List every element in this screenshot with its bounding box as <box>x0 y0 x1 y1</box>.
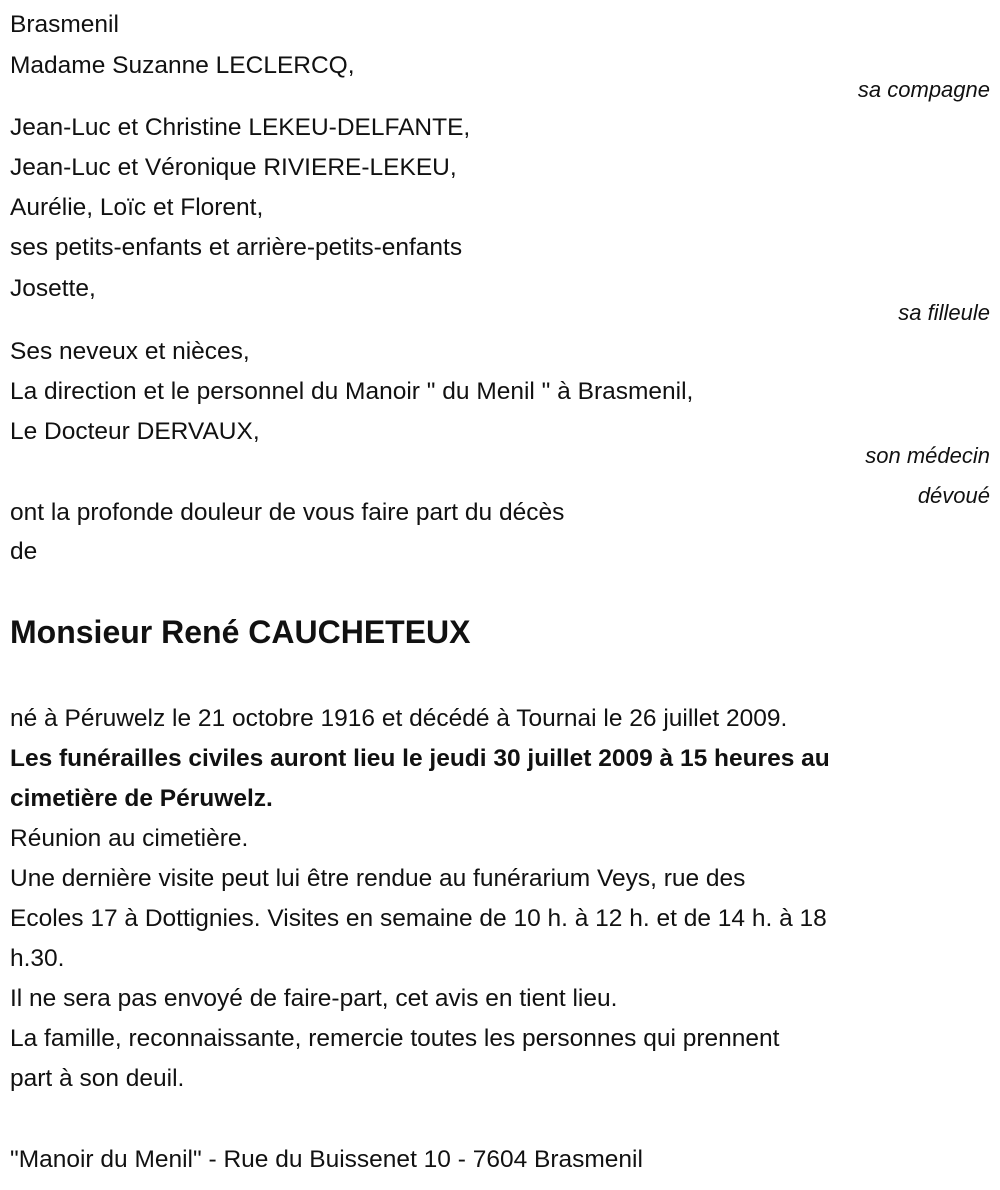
thanks: La famille, reconnaissante, remercie toutes les personnes qui prennent <box>10 1025 780 1052</box>
family-line: Josette, <box>10 275 96 302</box>
family-line: ses petits-enfants et arrière-petits-enfants <box>10 234 463 261</box>
deceased-name: Monsieur René CAUCHETEUX <box>10 614 471 650</box>
notice: Il ne sera pas envoyé de faire-part, cet avis en tient lieu. <box>10 985 618 1012</box>
visit-info: Une dernière visite peut lui être rendue au funérarium Veys, rue des <box>10 865 746 892</box>
footer-address: "Manoir du Menil" - Rue du Buissenet 10 - 7604 Brasmenil <box>10 1146 643 1173</box>
family-line: La direction et le personnel du Manoir " du Menil " à Brasmenil, <box>10 378 694 405</box>
announcement-de: de <box>10 538 38 565</box>
thanks: part à son deuil. <box>10 1065 185 1092</box>
visit-info: Ecoles 17 à Dottignies. Visites en semaine de 10 h. à 12 h. et de 14 h. à 18 <box>10 905 827 932</box>
birth-death: né à Péruwelz le 21 octobre 1916 et décédé à Tournai le 26 juillet 2009. <box>10 705 788 732</box>
family-role: son médecin <box>865 443 990 468</box>
place: Brasmenil <box>10 11 119 38</box>
funeral-info: cimetière de Péruwelz. <box>10 785 273 812</box>
family-role: dévoué <box>917 483 990 508</box>
family-line: Jean-Luc et Véronique RIVIERE-LEKEU, <box>10 154 457 181</box>
family-line: Madame Suzanne LECLERCQ, <box>10 52 355 79</box>
family-line: Jean-Luc et Christine LEKEU-DELFANTE, <box>10 114 471 141</box>
family-role: sa compagne <box>857 77 990 102</box>
funeral-info: Les funérailles civiles auront lieu le jeudi 30 juillet 2009 à 15 heures au <box>10 745 830 772</box>
visit-info: h.30. <box>10 945 65 972</box>
family-line: Ses neveux et nièces, <box>10 338 250 365</box>
family-line: Aurélie, Loïc et Florent, <box>10 194 264 221</box>
meeting-info: Réunion au cimetière. <box>10 825 249 852</box>
family-role: sa filleule <box>898 300 990 325</box>
family-line: Le Docteur DERVAUX, <box>10 418 260 445</box>
announcement: ont la profonde douleur de vous faire part du décès <box>10 499 565 526</box>
